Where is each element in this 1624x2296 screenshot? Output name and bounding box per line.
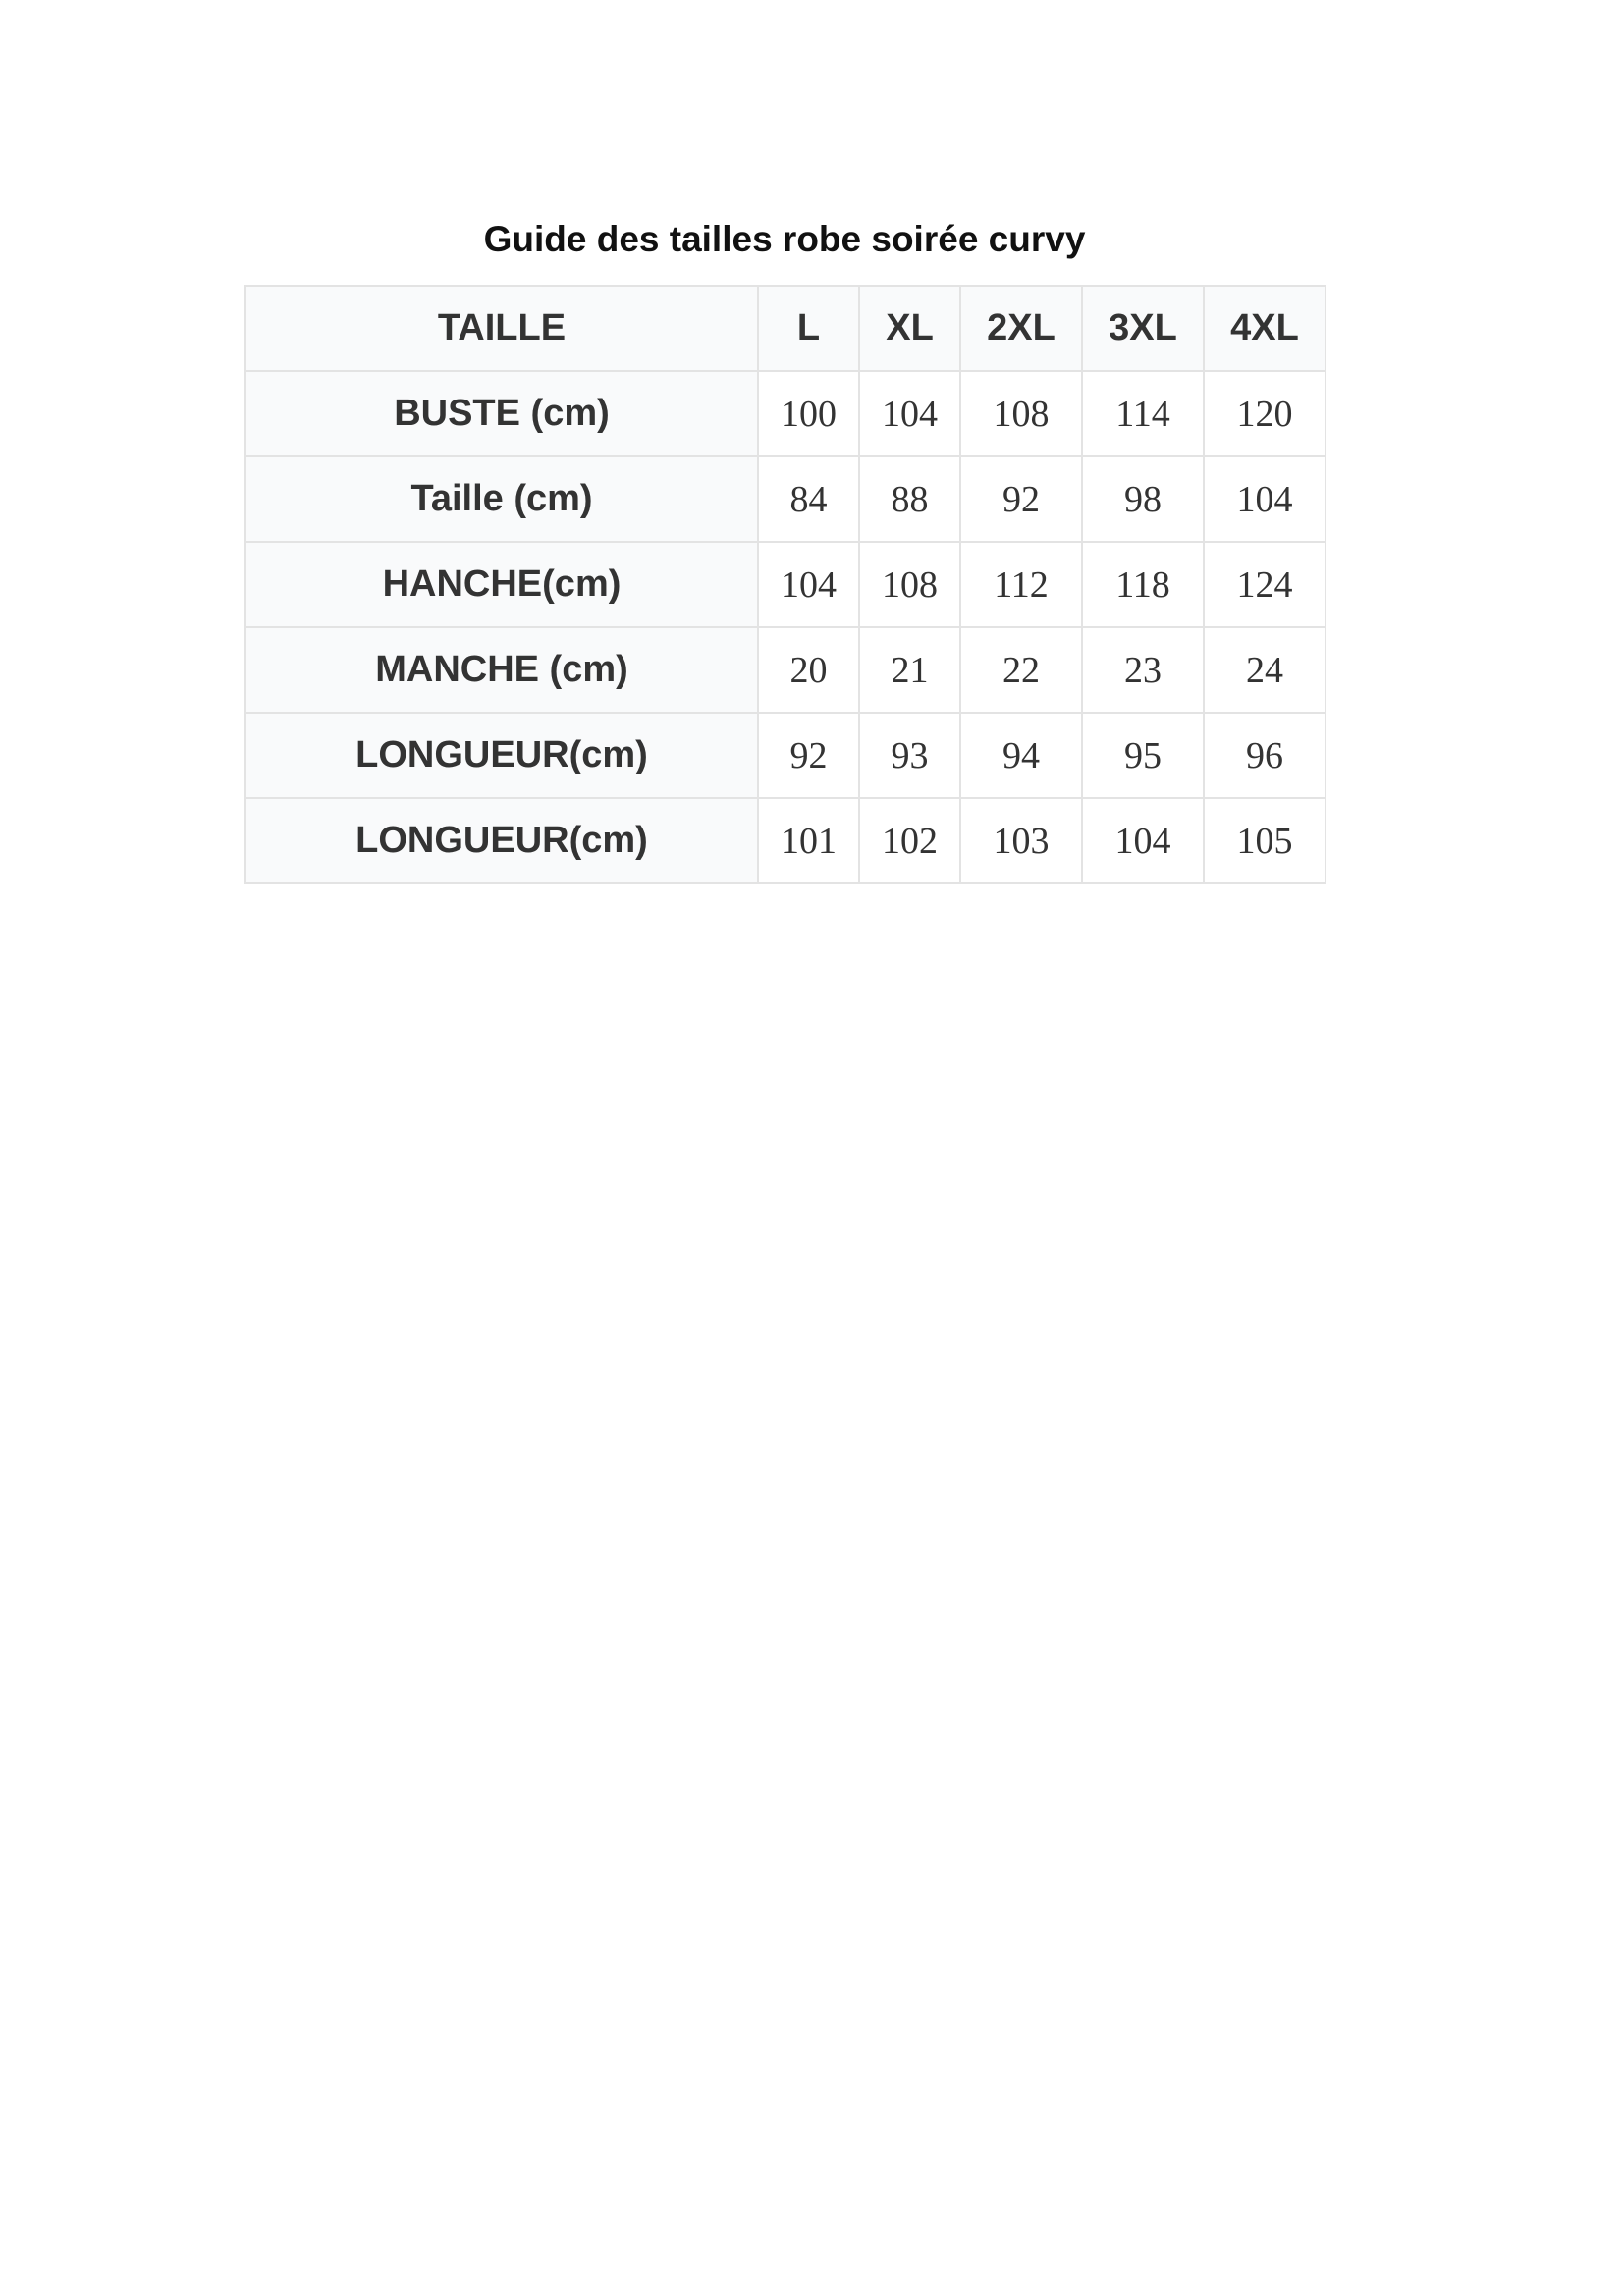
table-cell: 108 <box>960 371 1082 456</box>
table-cell: 104 <box>1204 456 1326 542</box>
table-cell: 118 <box>1082 542 1204 627</box>
table-cell: 124 <box>1204 542 1326 627</box>
table-row <box>245 627 1326 713</box>
header-size-4xl: 4XL <box>1204 286 1326 371</box>
row-label: BUSTE (cm) <box>245 371 758 456</box>
table-cell: 23 <box>1082 627 1204 713</box>
header-label-taille: TAILLE <box>245 286 758 371</box>
table-cell: 94 <box>960 713 1082 798</box>
table-cell: 104 <box>859 371 960 456</box>
row-label: MANCHE (cm) <box>245 627 758 713</box>
header-size-l: L <box>758 286 859 371</box>
table-cell: 108 <box>859 542 960 627</box>
table-cell: 104 <box>758 542 859 627</box>
table-cell: 22 <box>960 627 1082 713</box>
header-size-xl: XL <box>859 286 960 371</box>
table-row <box>245 371 1326 456</box>
row-label: LONGUEUR(cm) <box>245 798 758 883</box>
row-label: LONGUEUR(cm) <box>245 713 758 798</box>
table-cell: 93 <box>859 713 960 798</box>
table-cell: 92 <box>758 713 859 798</box>
table-cell: 96 <box>1204 713 1326 798</box>
table-cell: 114 <box>1082 371 1204 456</box>
table-cell: 20 <box>758 627 859 713</box>
table-row <box>245 542 1326 627</box>
table-row <box>245 456 1326 542</box>
table-cell: 104 <box>1082 798 1204 883</box>
table-cell: 101 <box>758 798 859 883</box>
table-cell: 103 <box>960 798 1082 883</box>
row-label: Taille (cm) <box>245 456 758 542</box>
table-header-row <box>245 286 1326 371</box>
table-cell: 95 <box>1082 713 1204 798</box>
row-label: HANCHE(cm) <box>245 542 758 627</box>
table-cell: 24 <box>1204 627 1326 713</box>
table-cell: 102 <box>859 798 960 883</box>
table-cell: 92 <box>960 456 1082 542</box>
table-cell: 88 <box>859 456 960 542</box>
table-cell: 98 <box>1082 456 1204 542</box>
table-row <box>245 798 1326 883</box>
table-cell: 105 <box>1204 798 1326 883</box>
header-size-2xl: 2XL <box>960 286 1082 371</box>
page-title: Guide des tailles robe soirée curvy <box>483 219 1086 259</box>
header-size-3xl: 3XL <box>1082 286 1204 371</box>
size-guide-table <box>244 285 1326 884</box>
table-cell: 112 <box>960 542 1082 627</box>
table-row <box>245 713 1326 798</box>
table-cell: 100 <box>758 371 859 456</box>
table-cell: 84 <box>758 456 859 542</box>
table-cell: 21 <box>859 627 960 713</box>
table-cell: 120 <box>1204 371 1326 456</box>
